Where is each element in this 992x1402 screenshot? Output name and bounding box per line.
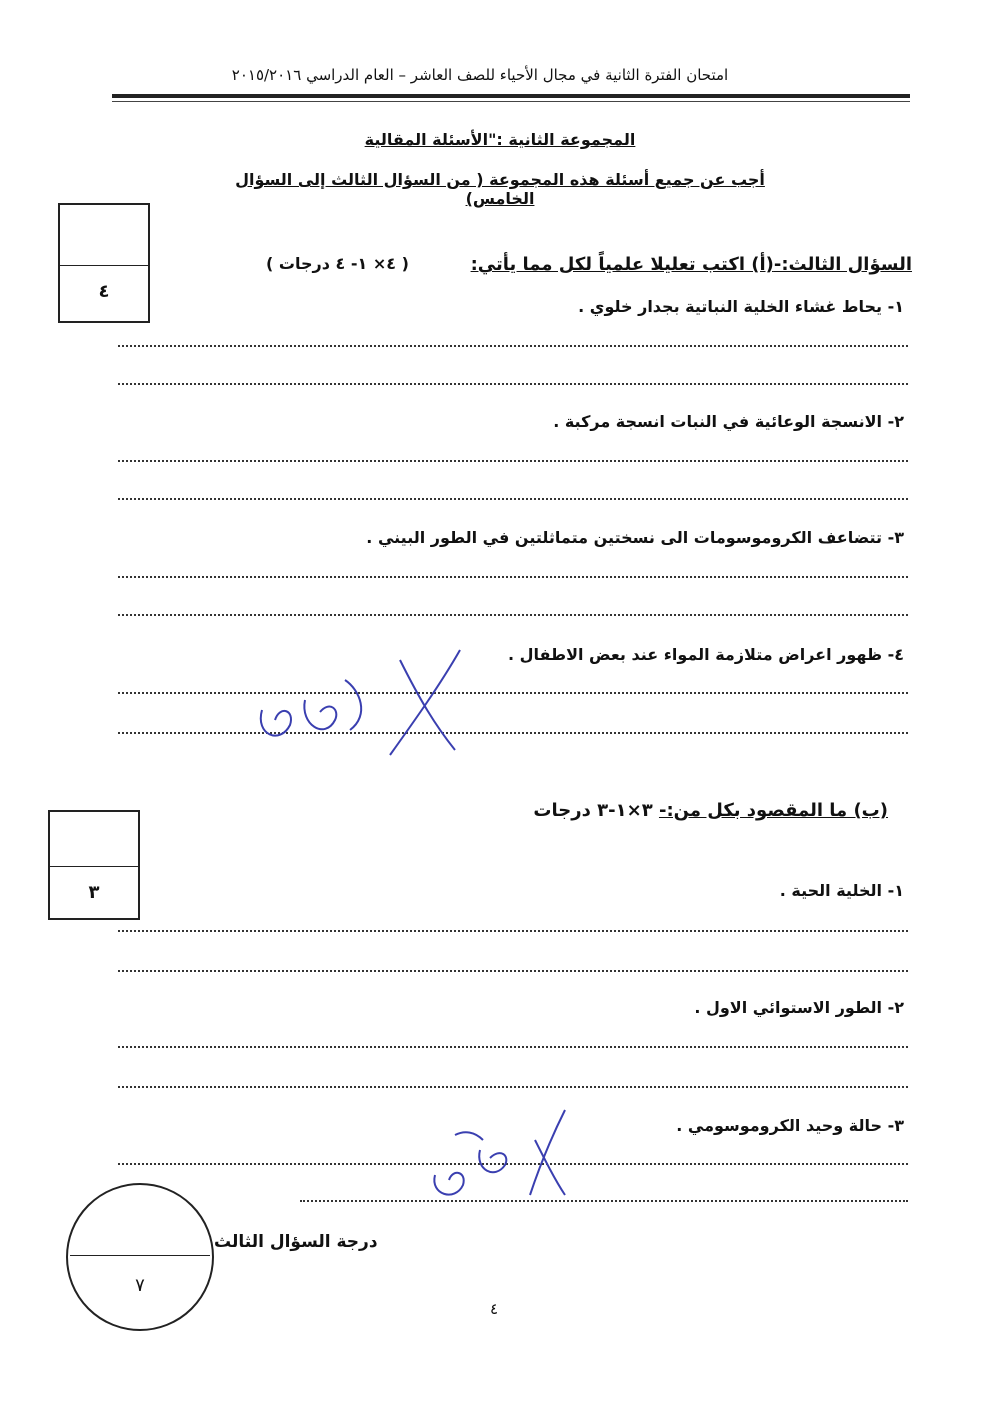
exam-header-title: امتحان الفترة الثانية في مجال الأحياء للصف العاشر – العام الدراسي ٢٠١٥/٢٠١٦ xyxy=(231,66,729,84)
header-rule-thin xyxy=(112,101,910,102)
question3-heading xyxy=(471,254,912,275)
answer-line xyxy=(118,732,908,734)
answer-line xyxy=(118,930,908,932)
part-a-item-2: ٢- الانسجة الوعائية في النبات انسجة مركبة . xyxy=(553,412,904,431)
grader-mark-icon xyxy=(250,640,470,760)
question3-label: السؤال الثالث:- xyxy=(773,254,912,275)
answer-line xyxy=(118,460,908,462)
answer-line xyxy=(118,970,908,972)
total-score-label: درجة السؤال الثالث xyxy=(214,1232,378,1252)
total-score-circle xyxy=(66,1183,214,1331)
part-b-title: (ب) ما المقصود بكل من:- xyxy=(658,800,888,821)
part-b-marks: ٣×١-٣ درجات xyxy=(533,800,653,821)
header-rule xyxy=(112,94,910,98)
grader-mark-icon xyxy=(425,1100,575,1210)
answer-line xyxy=(118,692,908,694)
answer-line xyxy=(118,614,908,616)
part-a-title: (أ) اكتب تعليلا علمياً لكل مما يأتي: xyxy=(470,254,774,275)
answer-line xyxy=(118,383,908,385)
part-b-score-box xyxy=(48,810,140,920)
part-a-item-4: ٤- ظهور اعراض متلازمة المواء عند بعض الاطفال . xyxy=(507,645,904,664)
group-title: المجموعة الثانية :"الأسئلة المقالية xyxy=(364,130,636,149)
page-number: ٤ xyxy=(490,1300,499,1318)
answer-line xyxy=(118,345,908,347)
answer-line xyxy=(118,1046,908,1048)
part-a-item-1: ١- يحاط غشاء الخلية النباتية بجدار خلوي . xyxy=(578,297,904,316)
part-a-score-box xyxy=(58,203,150,323)
part-b-score: ٣ xyxy=(88,882,100,903)
part-a-item-3: ٣- تتضاعف الكروموسومات الى نسختين متماثلتين في الطور البيني . xyxy=(366,528,904,547)
part-b-item-2: ٢- الطور الاستوائي الاول . xyxy=(694,998,904,1017)
answer-line xyxy=(300,1200,908,1202)
part-b-item-1: ١- الخلية الحية . xyxy=(779,881,904,900)
part-a-marks: ( ٤× ١- ٤ درجات ) xyxy=(266,254,409,273)
total-score: ٧ xyxy=(135,1275,145,1296)
part-a-score: ٤ xyxy=(98,281,110,302)
answer-line xyxy=(118,1086,908,1088)
answer-line xyxy=(118,498,908,500)
part-b-item-3: ٣- حالة وحيد الكروموسومي . xyxy=(676,1116,904,1135)
part-b-heading xyxy=(533,800,888,821)
answer-line xyxy=(118,576,908,578)
group-instruction: أجب عن جميع أسئلة هذه المجموعة ( من السؤال الثالث إلى السؤال الخامس) xyxy=(235,170,765,208)
